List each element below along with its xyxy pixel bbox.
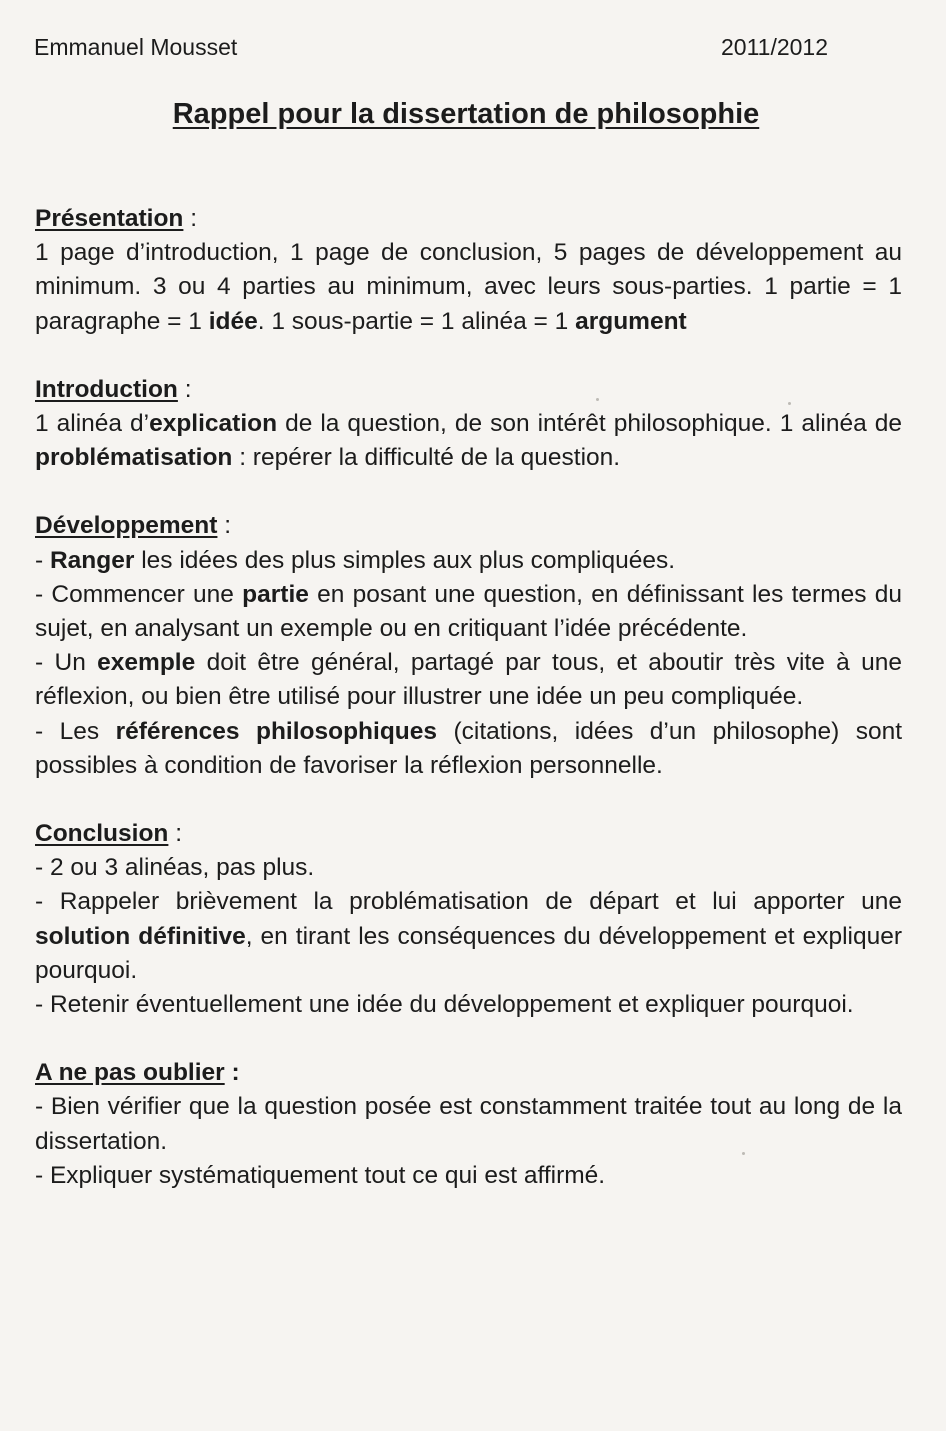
list-item: [35, 544, 902, 578]
text-run: - Expliquer systématiquement tout ce qui est affirmé.: [35, 1161, 606, 1189]
list-item: [35, 851, 902, 885]
section-heading-conclusion: [35, 817, 902, 851]
text-run: - Un: [35, 649, 98, 677]
section-presentation: [35, 202, 902, 339]
heading-text: Conclusion: [35, 820, 169, 848]
text-run: de la question, de son intérêt philosophique. 1 alinéa de: [277, 410, 902, 438]
introduction-paragraph: [35, 407, 902, 475]
text-run: en posant une question, en définissant les termes du sujet, en analysant un exemple ou en critiquant l’idée précédente.: [35, 580, 902, 643]
list-item: [35, 578, 902, 646]
list-item: [35, 646, 902, 714]
list-item: [35, 1090, 902, 1158]
text-run: - Commencer une: [35, 580, 243, 608]
page-header: [34, 34, 828, 61]
heading-colon: :: [183, 205, 198, 232]
text-run: , en tirant les conséquences du développement et expliquer pourquoi.: [35, 922, 902, 984]
list-item: [35, 715, 902, 783]
heading-text: Développement: [35, 512, 218, 540]
paper-speck: [788, 402, 791, 405]
heading-colon: :: [224, 1059, 240, 1087]
heading-text: A ne pas oublier: [35, 1059, 225, 1087]
text-run: les idées des plus simples aux plus compliquées.: [134, 546, 676, 574]
author-name: Emmanuel Mousset: [34, 34, 238, 60]
text-run: 1 alinéa d’: [35, 410, 150, 438]
bold-term: solution définitive: [35, 922, 246, 950]
text-run: - Bien vérifier que la question posée est constamment traitée tout au long de la dissertation.: [35, 1093, 902, 1155]
text-run: - Retenir éventuellement une idée du développement et expliquer pourquoi.: [35, 991, 854, 1019]
section-reminder: [35, 1056, 902, 1193]
text-run: - Rappeler brièvement la problématisation de départ et lui apporter une: [35, 888, 902, 916]
paper-speck: [742, 1152, 745, 1155]
text-run: doit être général, partagé par tous, et aboutir très vite à une réflexion, ou bien être utilisé pour illustrer une idée un peu compliquée.: [35, 649, 903, 711]
bold-term: références philosophiques: [115, 717, 438, 745]
presentation-paragraph: [35, 236, 902, 339]
heading-colon: :: [217, 512, 232, 540]
text-run: . 1 sous-partie = 1 alinéa = 1: [257, 307, 576, 335]
heading-colon: :: [168, 820, 183, 848]
heading-text: Introduction: [35, 375, 178, 403]
heading-text: Présentation: [35, 205, 184, 232]
list-item: [35, 988, 902, 1022]
school-year: 2011/2012: [720, 34, 828, 60]
section-heading-introduction: [35, 373, 902, 407]
section-heading-reminder: [35, 1056, 902, 1090]
text-run: (citations, idées d’un philosophe) sont possibles à condition de favoriser la réflexion personnelle.: [35, 717, 902, 779]
bold-term: argument: [575, 307, 687, 335]
section-heading-presentation: [35, 202, 902, 236]
section-conclusion: [35, 817, 902, 1022]
bold-term: explication: [149, 410, 278, 438]
text-run: : repérer la difficulté de la question.: [232, 444, 621, 472]
section-introduction: [35, 373, 902, 476]
section-heading-developpement: [35, 509, 902, 543]
text-run: -: [35, 546, 50, 574]
bold-term: Ranger: [49, 546, 135, 574]
bold-term: exemple: [97, 649, 196, 677]
heading-colon: :: [177, 375, 192, 403]
text-run: 1 page d’introduction, 1 page de conclusion, 5 pages de développement au minimum. 3 ou 4 parties au minimum, avec leurs sous-parties. 1 partie = 1 paragraphe = 1: [35, 239, 902, 335]
bold-term: problématisation: [35, 444, 233, 472]
text-run: - Les: [35, 717, 116, 745]
paper-speck: [596, 398, 599, 401]
document-body: [35, 202, 902, 1227]
text-run: - 2 ou 3 alinéas, pas plus.: [35, 854, 315, 882]
document-title: Rappel pour la dissertation de philosophie: [172, 98, 760, 130]
bold-term: idée: [208, 307, 258, 335]
bold-term: partie: [242, 580, 309, 608]
list-item: [35, 885, 902, 988]
list-item: [35, 1159, 902, 1193]
section-developpement: [35, 509, 902, 783]
